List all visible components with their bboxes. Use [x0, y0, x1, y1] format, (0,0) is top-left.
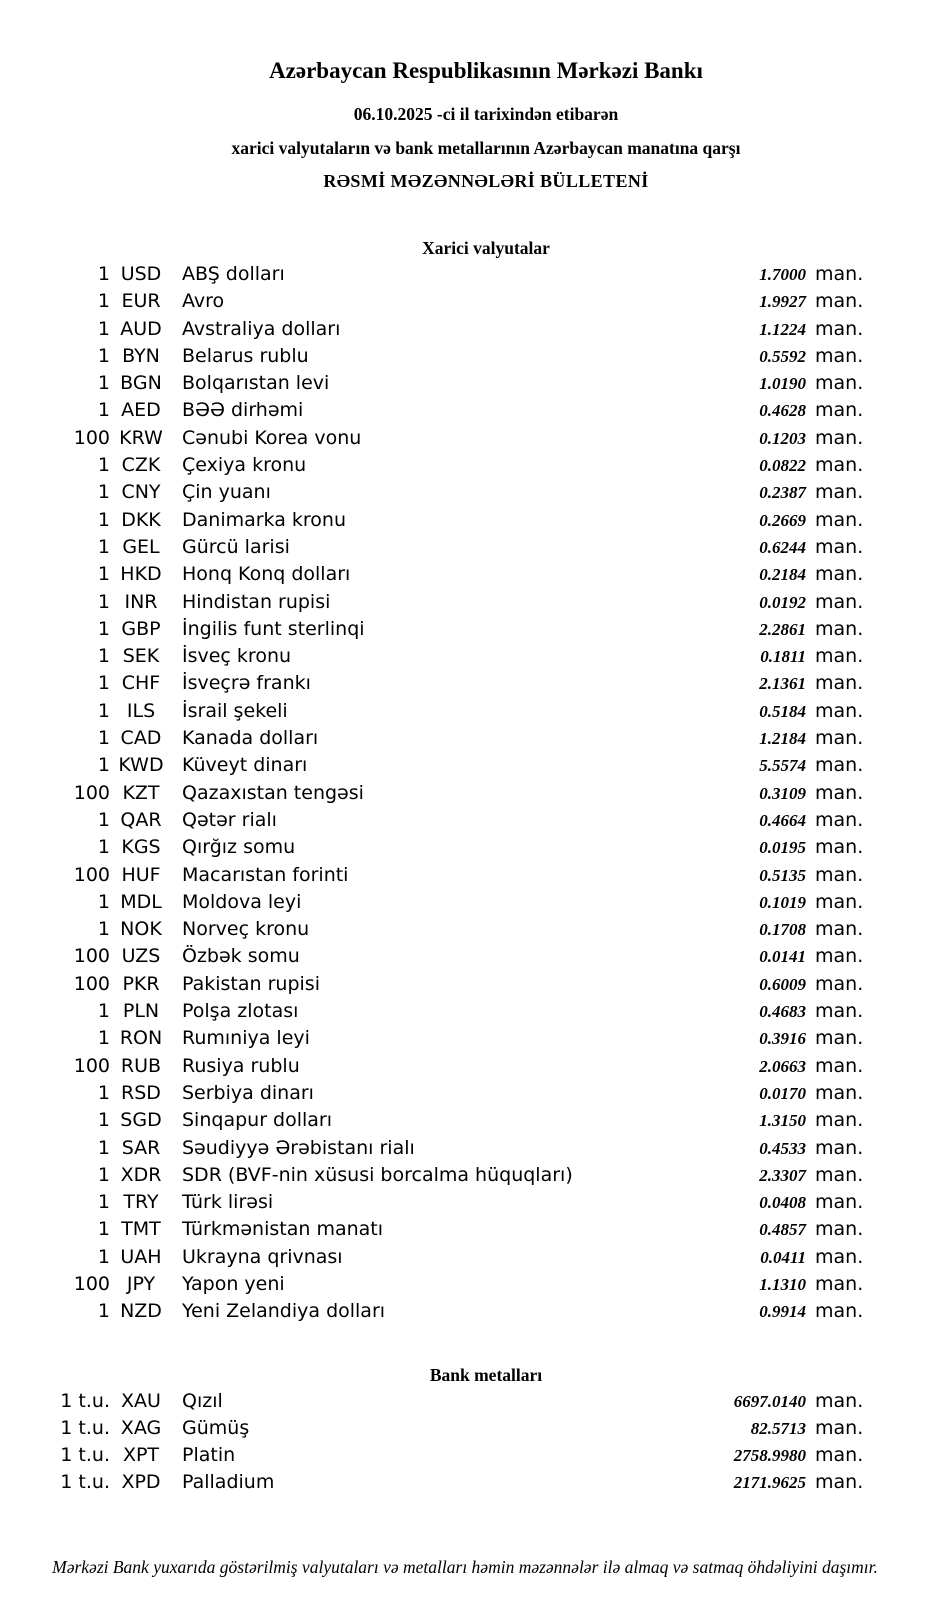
currency-row	[40, 318, 868, 345]
currency-rate: 0.5184	[759, 701, 806, 721]
currency-row	[40, 1137, 868, 1164]
currency-unit-label: man.	[815, 1272, 864, 1295]
currency-quantity: 1	[97, 890, 110, 913]
currency-quantity: 100	[73, 1054, 110, 1077]
currency-row	[40, 563, 868, 590]
currency-rate: 2.1361	[759, 674, 806, 694]
currency-unit-label: man.	[815, 808, 864, 831]
currency-code: AED	[121, 399, 161, 422]
currency-code: BGN	[120, 372, 162, 395]
metal-code: XPD	[121, 1471, 161, 1494]
currency-code: UAH	[120, 1245, 162, 1268]
currency-row	[40, 290, 868, 317]
currency-name: Çin yuanı	[182, 481, 271, 504]
currency-unit-label: man.	[815, 263, 864, 285]
currency-unit-label: man.	[815, 563, 864, 586]
currency-name: Ukrayna qrivnası	[182, 1245, 343, 1268]
currency-unit-label: man.	[815, 454, 864, 477]
currency-name: SDR (BVF-nin xüsusi borcalma hüquqları)	[182, 1163, 573, 1186]
currency-code: GEL	[122, 535, 160, 558]
currency-code: DKK	[121, 508, 161, 531]
currency-quantity: 1	[97, 535, 110, 558]
currency-unit-label: man.	[815, 945, 864, 968]
currency-name: İsveç kronu	[182, 645, 292, 668]
currency-rate: 0.1708	[759, 920, 806, 940]
bulletin-footer	[0, 1556, 930, 1578]
currency-name: Qətər rialı	[182, 808, 277, 831]
currency-row	[40, 1109, 868, 1136]
currency-name: Avro	[182, 290, 225, 313]
currency-quantity: 1	[97, 1109, 110, 1132]
currency-row	[40, 727, 868, 754]
currency-row	[40, 754, 868, 781]
currency-code: RUB	[120, 1054, 162, 1077]
currency-name: Macarıstan forinti	[182, 863, 349, 886]
metal-code: XPT	[122, 1444, 160, 1467]
currency-quantity: 1	[97, 836, 110, 859]
currency-name: Danimarka kronu	[182, 508, 347, 531]
currency-code: SAR	[121, 1136, 161, 1159]
currency-name: Küveyt dinarı	[182, 754, 308, 777]
currency-unit-label: man.	[815, 372, 864, 395]
currency-code: RON	[119, 1027, 163, 1050]
currency-unit-label: man.	[815, 1081, 864, 1104]
currency-rate: 1.3150	[759, 1111, 806, 1131]
currency-rate: 0.0141	[759, 947, 806, 967]
currency-name: BƏƏ dirhəmi	[182, 399, 304, 422]
currency-code: SEK	[122, 645, 160, 668]
currency-unit-label: man.	[815, 972, 864, 995]
currency-quantity: 100	[73, 863, 110, 886]
foreign-currencies-section-title: Xarici valyutalar	[422, 238, 550, 258]
currency-rate: 0.2669	[759, 510, 806, 530]
metal-quantity: 1 t.u.	[60, 1444, 110, 1467]
currency-unit-label: man.	[815, 290, 864, 313]
currency-rate: 0.4664	[759, 810, 806, 830]
currency-name: İsrail şekeli	[182, 699, 288, 722]
currency-quantity: 1	[97, 481, 110, 504]
currency-row	[40, 836, 868, 863]
currency-name: Polşa zlotası	[182, 1000, 299, 1023]
currency-name: Hindistan rupisi	[182, 590, 331, 613]
currency-name: Avstraliya dolları	[182, 317, 341, 340]
currency-name: Rumıniya leyi	[182, 1027, 310, 1050]
currency-unit-label: man.	[815, 781, 864, 804]
currency-quantity: 1	[97, 563, 110, 586]
currency-quantity: 1	[97, 1245, 110, 1268]
currency-code: JPY	[126, 1272, 156, 1295]
metal-rate: 82.5713	[750, 1418, 806, 1438]
metal-unit-label: man.	[815, 1471, 864, 1494]
currency-name: Yeni Zelandiya dolları	[182, 1300, 386, 1323]
currency-row	[40, 1191, 868, 1218]
currency-code: PLN	[122, 1000, 160, 1023]
currency-code: XDR	[120, 1163, 162, 1186]
currency-name: Honq Konq dolları	[182, 563, 351, 586]
currency-rate: 1.1224	[759, 319, 806, 339]
currency-row	[40, 1164, 868, 1191]
currency-row	[40, 263, 868, 290]
metal-row	[40, 1417, 868, 1444]
currency-rate: 1.7000	[759, 265, 806, 284]
bank-metals-section-title: Bank metalları	[429, 1364, 543, 1385]
currency-unit-label: man.	[815, 481, 864, 504]
currency-row	[40, 891, 868, 918]
currency-quantity: 1	[97, 918, 110, 941]
currency-quantity: 1	[97, 508, 110, 531]
currency-row	[40, 973, 868, 1000]
currency-quantity: 100	[73, 781, 110, 804]
currency-row	[40, 1300, 868, 1327]
currency-quantity: 1	[97, 1136, 110, 1159]
metal-quantity: 1 t.u.	[60, 1389, 110, 1412]
currency-quantity: 1	[97, 808, 110, 831]
currency-unit-label: man.	[815, 508, 864, 531]
currency-quantity: 1	[97, 1081, 110, 1104]
currency-name: Bolqarıstan levi	[182, 372, 330, 395]
currency-code: KWD	[118, 754, 164, 777]
currency-rate: 0.1811	[760, 647, 806, 667]
currency-name: Özbək somu	[182, 945, 300, 968]
currency-row	[40, 1055, 868, 1082]
currency-rate: 0.0822	[759, 456, 806, 476]
currency-unit-label: man.	[815, 754, 864, 777]
currency-unit-label: man.	[815, 1300, 864, 1323]
currency-rate: 0.1019	[759, 892, 806, 912]
currency-rate: 0.0195	[759, 838, 806, 858]
currency-code: EUR	[121, 290, 161, 313]
currency-row	[40, 481, 868, 508]
currency-name: Sinqapur dolları	[182, 1109, 333, 1132]
currency-row	[40, 809, 868, 836]
currency-quantity: 1	[97, 1191, 110, 1214]
bank-metals-table	[0, 1390, 930, 1499]
metal-unit-label: man.	[815, 1389, 864, 1412]
currency-row	[40, 1082, 868, 1109]
currency-rate: 0.4628	[759, 401, 806, 421]
currency-code: MDL	[120, 890, 162, 913]
currency-code: TRY	[123, 1191, 159, 1214]
currency-code: NZD	[120, 1300, 162, 1323]
currency-quantity: 1	[97, 399, 110, 422]
currency-name: Türkmənistan manatı	[182, 1218, 384, 1241]
currency-row	[40, 1273, 868, 1300]
disclaimer-text: Mərkəzi Bank yuxarıda göstərilmiş valyutaları və metalları həmin məzənnələr ilə almaq və satmaq öhdəliyini daşımır.	[52, 1556, 878, 1577]
currency-row	[40, 918, 868, 945]
currency-unit-label: man.	[815, 1000, 864, 1023]
currency-quantity: 1	[97, 1000, 110, 1023]
currency-code: USD	[120, 263, 162, 285]
currency-rate: 0.1203	[759, 428, 806, 448]
currency-unit-label: man.	[815, 1054, 864, 1077]
currency-code: BYN	[122, 344, 160, 367]
currency-code: SGD	[120, 1109, 162, 1132]
currency-name: İsveçrə frankı	[182, 672, 311, 695]
bulletin-header	[42, 0, 930, 193]
currency-unit-label: man.	[815, 1027, 864, 1050]
currency-code: KGS	[121, 836, 161, 859]
currency-unit-label: man.	[815, 1245, 864, 1268]
currency-rate: 0.2184	[759, 565, 806, 585]
currency-row	[40, 345, 868, 372]
currency-name: Qazaxıstan tengəsi	[182, 781, 364, 804]
currency-code: GBP	[121, 617, 161, 640]
currency-unit-label: man.	[815, 863, 864, 886]
currency-quantity: 1	[97, 317, 110, 340]
currency-row	[40, 372, 868, 399]
currency-rate: 0.0170	[759, 1083, 806, 1103]
currency-rate: 1.0190	[759, 374, 806, 394]
currency-quantity: 1	[97, 263, 110, 285]
currency-code: KZT	[122, 781, 160, 804]
currency-unit-label: man.	[815, 699, 864, 722]
metal-rate: 2171.9625	[733, 1473, 806, 1493]
currency-row	[40, 427, 868, 454]
metal-unit-label: man.	[815, 1416, 864, 1439]
currency-unit-label: man.	[815, 399, 864, 422]
currency-unit-label: man.	[815, 1163, 864, 1186]
currency-unit-label: man.	[815, 426, 864, 449]
currency-row	[40, 782, 868, 809]
currency-quantity: 1	[97, 1163, 110, 1186]
currency-rate: 0.3109	[759, 783, 806, 803]
currency-unit-label: man.	[815, 1218, 864, 1241]
currency-quantity: 1	[97, 1300, 110, 1323]
currency-rate: 0.0408	[759, 1193, 806, 1213]
currency-code: CAD	[120, 727, 162, 750]
currency-name: Moldova leyi	[182, 890, 302, 913]
currency-code: CHF	[121, 672, 161, 695]
currency-quantity: 1	[97, 1218, 110, 1241]
currency-rate: 0.4533	[759, 1138, 806, 1158]
currency-code: RSD	[121, 1081, 161, 1104]
currency-name: Belarus rublu	[182, 344, 309, 367]
currency-row	[40, 645, 868, 672]
currency-code: NOK	[120, 918, 162, 941]
currency-unit-label: man.	[815, 344, 864, 367]
currency-quantity: 1	[97, 727, 110, 750]
currency-name: Türk lirəsi	[182, 1191, 274, 1214]
currency-unit-label: man.	[815, 1109, 864, 1132]
currency-name: Serbiya dinarı	[182, 1081, 314, 1104]
currency-quantity: 100	[73, 972, 110, 995]
currency-quantity: 1	[97, 699, 110, 722]
currency-quantity: 1	[97, 754, 110, 777]
currency-name: Səudiyyə Ərəbistanı rialı	[182, 1136, 415, 1159]
currency-rate: 0.5592	[759, 346, 806, 366]
currency-rate: 5.5574	[759, 756, 806, 776]
currency-row	[40, 591, 868, 618]
currency-row	[40, 1027, 868, 1054]
currency-name: Cənubi Korea vonu	[182, 426, 362, 449]
bulletin-title: RƏSMİ MƏZƏNNƏLƏRİ BÜLLETENİ	[323, 171, 649, 191]
currency-unit-label: man.	[815, 672, 864, 695]
currency-code: AUD	[120, 317, 162, 340]
currency-code: KRW	[119, 426, 163, 449]
currency-quantity: 1	[97, 645, 110, 668]
currency-code: PKR	[122, 972, 160, 995]
currency-row	[40, 700, 868, 727]
currency-rate: 0.6009	[759, 974, 806, 994]
currency-name: Çexiya kronu	[182, 454, 307, 477]
currency-quantity: 1	[97, 672, 110, 695]
subject-line: xarici valyutaların və bank metallarının Azərbaycan manatına qarşı	[231, 138, 741, 158]
currency-row	[40, 1246, 868, 1273]
currency-row	[40, 454, 868, 481]
currency-rate: 0.2387	[759, 483, 806, 503]
currency-row	[40, 1000, 868, 1027]
currency-code: QAR	[120, 808, 162, 831]
currency-quantity: 100	[73, 426, 110, 449]
currency-name: Qırğız somu	[182, 836, 296, 859]
currency-row	[40, 399, 868, 426]
currency-quantity: 100	[73, 1272, 110, 1295]
currency-rate: 1.2184	[759, 729, 806, 749]
currency-code: TMT	[121, 1218, 161, 1241]
currency-name: Pakistan rupisi	[182, 972, 320, 995]
currency-code: HKD	[120, 563, 162, 586]
currency-rate: 0.5135	[759, 865, 806, 885]
currency-rate: 2.0663	[759, 1056, 806, 1076]
metal-code: XAG	[120, 1416, 162, 1439]
foreign-currencies-table	[0, 263, 930, 1328]
currency-row	[40, 618, 868, 645]
currency-name: Gürcü larisi	[182, 535, 290, 558]
currency-quantity: 1	[97, 590, 110, 613]
metal-name: Qızıl	[182, 1389, 223, 1412]
currency-unit-label: man.	[815, 836, 864, 859]
currency-row	[40, 672, 868, 699]
currency-code: CNY	[121, 481, 161, 504]
metal-quantity: 1 t.u.	[60, 1471, 110, 1494]
currency-code: CZK	[121, 454, 161, 477]
currency-unit-label: man.	[815, 617, 864, 640]
currency-quantity: 100	[73, 945, 110, 968]
currency-rate: 0.4857	[759, 1220, 806, 1240]
currency-rate: 2.3307	[759, 1165, 806, 1185]
currency-name: Norveç kronu	[182, 918, 310, 941]
currency-row	[40, 864, 868, 891]
metal-name: Palladium	[182, 1471, 275, 1494]
currency-name: Yapon yeni	[182, 1272, 285, 1295]
metal-quantity: 1 t.u.	[60, 1416, 110, 1439]
metal-row	[40, 1390, 868, 1417]
currency-row	[40, 945, 868, 972]
currency-unit-label: man.	[815, 918, 864, 941]
metal-name: Platin	[182, 1444, 236, 1467]
currency-unit-label: man.	[815, 1136, 864, 1159]
currency-rate: 0.0192	[759, 592, 806, 612]
currency-quantity: 1	[97, 1027, 110, 1050]
metal-rate: 2758.9980	[733, 1446, 806, 1466]
currency-code: HUF	[121, 863, 161, 886]
metal-row	[40, 1471, 868, 1498]
bank-name: Azərbaycan Respublikasının Mərkəzi Bankı	[269, 58, 703, 83]
metal-name: Gümüş	[182, 1416, 250, 1439]
currency-code: UZS	[121, 945, 161, 968]
currency-unit-label: man.	[815, 535, 864, 558]
currency-unit-label: man.	[815, 1191, 864, 1214]
currency-rate: 1.9927	[759, 292, 806, 312]
metal-row	[40, 1444, 868, 1471]
currency-row	[40, 509, 868, 536]
currency-unit-label: man.	[815, 727, 864, 750]
currency-name: Rusiya rublu	[182, 1054, 300, 1077]
currency-name: Kanada dolları	[182, 727, 319, 750]
currency-unit-label: man.	[815, 590, 864, 613]
currency-name: ABŞ dolları	[182, 263, 285, 285]
currency-row	[40, 1218, 868, 1245]
currency-name: İngilis funt sterlinqi	[182, 617, 365, 640]
currency-rate: 0.3916	[759, 1029, 806, 1049]
currency-rate: 0.9914	[759, 1302, 806, 1322]
currency-rate: 0.4683	[759, 1002, 806, 1022]
currency-quantity: 1	[97, 617, 110, 640]
currency-unit-label: man.	[815, 890, 864, 913]
currency-rate: 2.2861	[759, 619, 806, 639]
currency-unit-label: man.	[815, 645, 864, 668]
currency-row	[40, 536, 868, 563]
currency-quantity: 1	[97, 372, 110, 395]
currency-quantity: 1	[97, 290, 110, 313]
currency-rate: 0.0411	[760, 1247, 806, 1267]
currency-code: ILS	[126, 699, 156, 722]
currency-quantity: 1	[97, 344, 110, 367]
metal-rate: 6697.0140	[733, 1391, 806, 1411]
currency-rate: 1.1310	[759, 1274, 806, 1294]
metal-code: XAU	[121, 1389, 161, 1412]
currency-unit-label: man.	[815, 317, 864, 340]
currency-code: INR	[124, 590, 158, 613]
effective-date-line: 06.10.2025 -ci il tarixindən etibarən	[353, 104, 619, 124]
currency-quantity: 1	[97, 454, 110, 477]
currency-rate: 0.6244	[759, 537, 806, 557]
metal-unit-label: man.	[815, 1444, 864, 1467]
